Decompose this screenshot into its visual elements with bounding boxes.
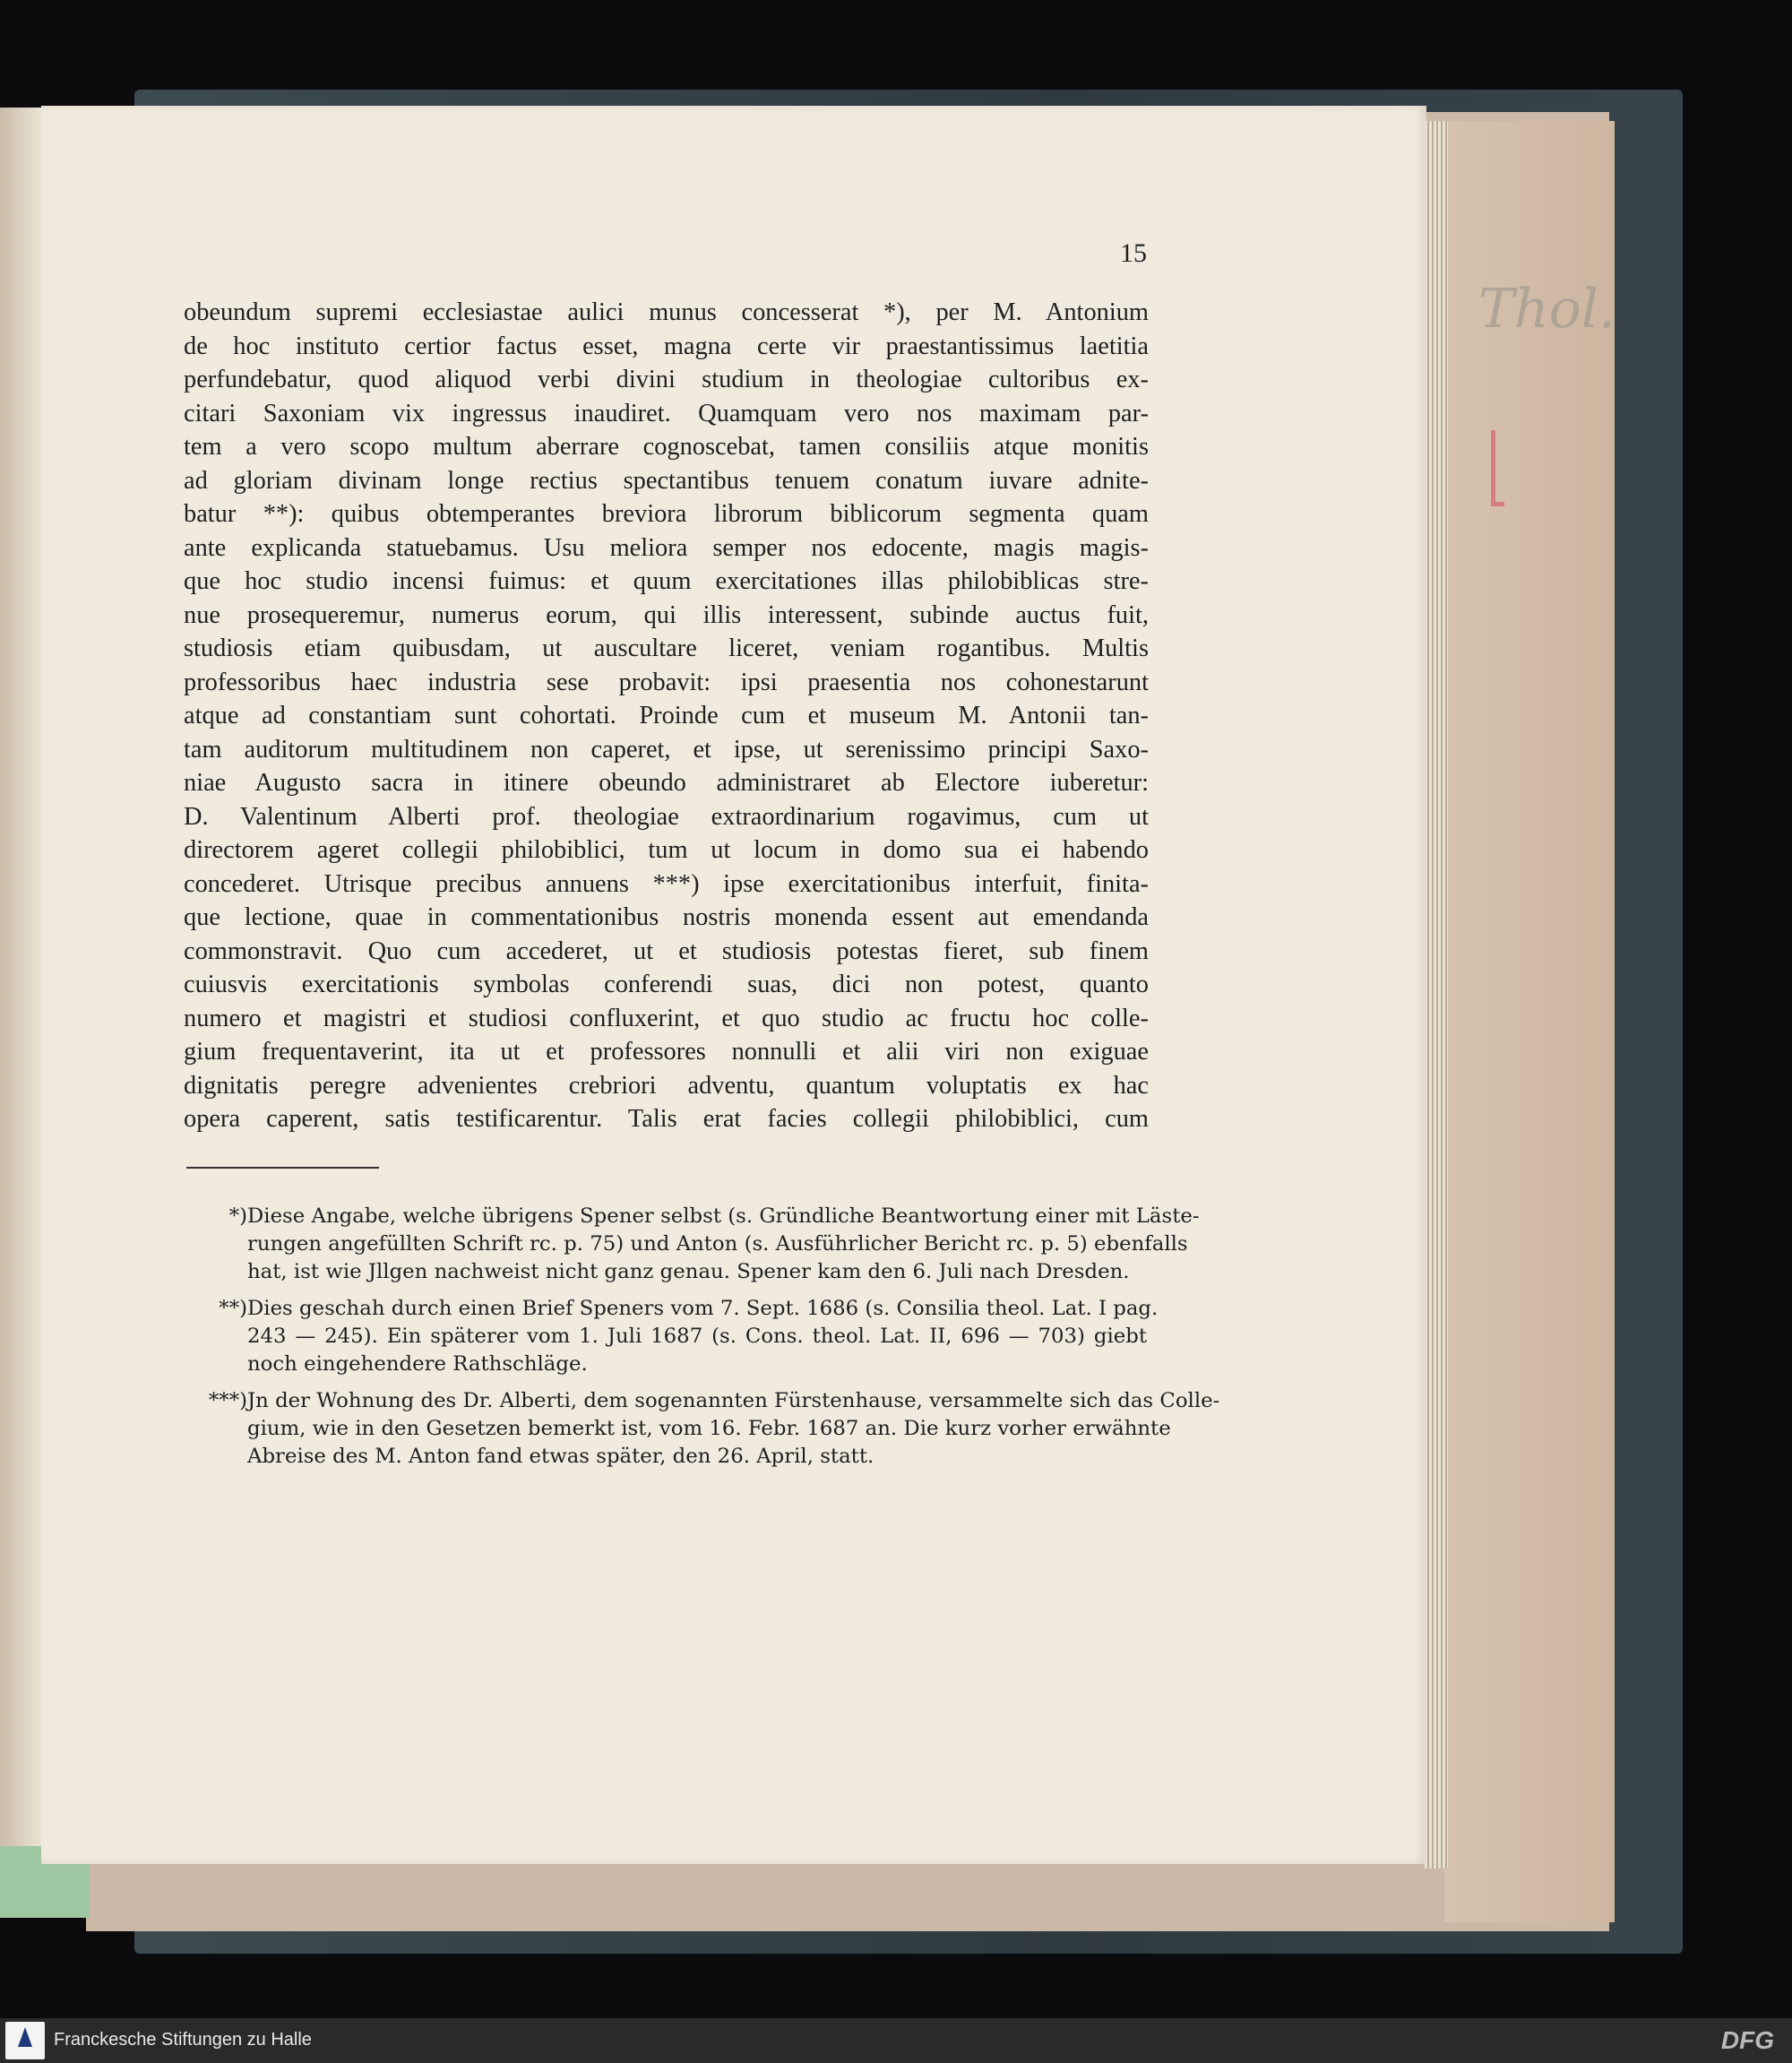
footnote-mark: ***): [208, 1389, 247, 1412]
footnote-line: noch eingehendere Rathschläge.: [247, 1352, 588, 1376]
body-line: ante explicanda statuebamus. Usu meliora semper nos edocente, magis magis-: [184, 533, 1149, 562]
body-line: atque ad constantiam sunt cohortati. Proinde cum et museum M. Antonii tan-: [184, 702, 1149, 729]
body-line: D. Valentinum Alberti prof. theologiae extraordinarium rogavimus, cum ut: [184, 802, 1149, 831]
body-line: que hoc studio incensi fuimus: et quum exercitationes illas philobiblicas stre-: [184, 567, 1149, 595]
body-line: opera caperent, satis testificarentur. Talis erat facies collegii philobiblici, cum: [184, 1105, 1149, 1133]
footnotes: [179, 1203, 1220, 1480]
footnote-line: gium, wie in den Gesetzen bemerkt ist, vom 16. Febr. 1687 an. Die kurz vorher erwähnte: [247, 1417, 1171, 1440]
red-pencil-mark: [1491, 430, 1504, 506]
body-line: cuiusvis exercitationis symbolas conferendi suas, dici non potest, quanto: [184, 971, 1149, 998]
page-stack-edges: [1425, 121, 1448, 1869]
footnote-divider: [186, 1167, 379, 1169]
body-line: tam auditorum multitudinem non caperet, et ipse, ut serenissimo principi Saxo-: [184, 735, 1149, 764]
body-line: perfundebatur, quod aliquod verbi divini studium in theologiae cultoribus ex-: [184, 366, 1149, 393]
footnote-line: hat, ist wie Jllgen nachweist nicht ganz genau. Spener kam den 6. Juli nach Dresden.: [247, 1260, 1130, 1283]
body-line: gium frequentaverint, ita ut et professores nonnulli et alii viri non exiguae: [184, 1038, 1149, 1066]
body-line: concederet. Utrisque precibus annuens ***) ipse exercitationibus interfuit, finita-: [184, 869, 1149, 898]
institution-logo-icon[interactable]: [5, 2022, 45, 2059]
body-line: numero et magistri et studiosi confluxerint, et quo studio ac fructu hoc colle-: [184, 1004, 1149, 1032]
footnote: [179, 1295, 1159, 1378]
body-line: batur **): quibus obtemperantes breviora librorum biblicorum segmenta quam: [184, 500, 1149, 528]
body-line: nue prosequeremur, numerus eorum, qui illis interessent, subinde auctus fuit,: [184, 600, 1149, 629]
body-line: directorem ageret collegii philobiblici, tum ut locum in domo sua ei habendo: [184, 836, 1149, 864]
body-line: studiosis etiam quibusdam, ut auscultare liceret, veniam rogantibus. Multis: [184, 634, 1149, 662]
body-line: professoribus haec industria sese probavit: ipsi praesentia nos cohonestarunt: [184, 668, 1149, 696]
body-line: tem a vero scopo multum aberrare cognoscebat, tamen consiliis atque monitis: [184, 433, 1149, 461]
footnote: [179, 1387, 1220, 1471]
body-line: commonstravit. Quo cum accederet, ut et studiosis potestas fieret, sub finem: [184, 937, 1149, 965]
body-line: niae Augusto sacra in itinere obeundo administraret ab Electore iuberetur:: [184, 769, 1149, 797]
footnote: [179, 1203, 1200, 1286]
body-text: [184, 296, 1149, 1136]
body-line: dignitatis peregre advenientes crebriori adventu, quantum voluptatis ex hac: [184, 1071, 1149, 1100]
viewer-footer: [0, 2018, 1792, 2063]
dfg-logo[interactable]: DFG: [1720, 2026, 1774, 2054]
footnote-line: Dies geschah durch einen Brief Speners vom 7. Sept. 1686 (s. Consilia theol. Lat. I pag.: [247, 1297, 1159, 1320]
footnote-line: 243 — 245). Ein späterer vom 1. Juli 1687 (s. Cons. theol. Lat. II, 696 — 703) giebt: [247, 1325, 1147, 1348]
footnote-mark: *): [228, 1204, 247, 1228]
back-leaf-edge: [1444, 121, 1615, 1922]
left-page-edge: [0, 108, 47, 1909]
institution-name[interactable]: Franckesche Stiftungen zu Halle: [54, 2030, 312, 2050]
footnote-line: Abreise des M. Anton fand etwas später, den 26. April, statt.: [247, 1445, 874, 1468]
footnote-mark: **): [219, 1297, 247, 1320]
body-line: citari Saxoniam vix ingressus inaudiret. Quamquam vero nos maximam par-: [184, 399, 1149, 427]
body-line: obeundum supremi ecclesiastae aulici munus concesserat *), per M. Antonium: [184, 298, 1149, 326]
footnote-line: Diese Angabe, welche übrigens Spener selbst (s. Gründliche Beantwortung einer mit Läste-: [247, 1204, 1200, 1228]
body-line: que lectione, quae in commentationibus nostris monenda essent aut emendanda: [184, 903, 1149, 931]
page-number: 15: [1120, 238, 1147, 268]
body-line: ad gloriam divinam longe rectius spectantibus tenuem conatum iuvare adnite-: [184, 466, 1149, 495]
footnote-line: rungen angefüllten Schrift rc. p. 75) und Anton (s. Ausführlicher Bericht rc. p. 5) ebenfalls: [247, 1232, 1188, 1256]
body-line: de hoc instituto certior factus esset, magna certe vir praestantissimus laetitia: [184, 332, 1149, 360]
margin-pencil-note: Thol.: [1478, 278, 1616, 341]
footnote-line: Jn der Wohnung des Dr. Alberti, dem sogenannten Fürstenhause, versammelte sich das Colle-: [247, 1389, 1220, 1412]
